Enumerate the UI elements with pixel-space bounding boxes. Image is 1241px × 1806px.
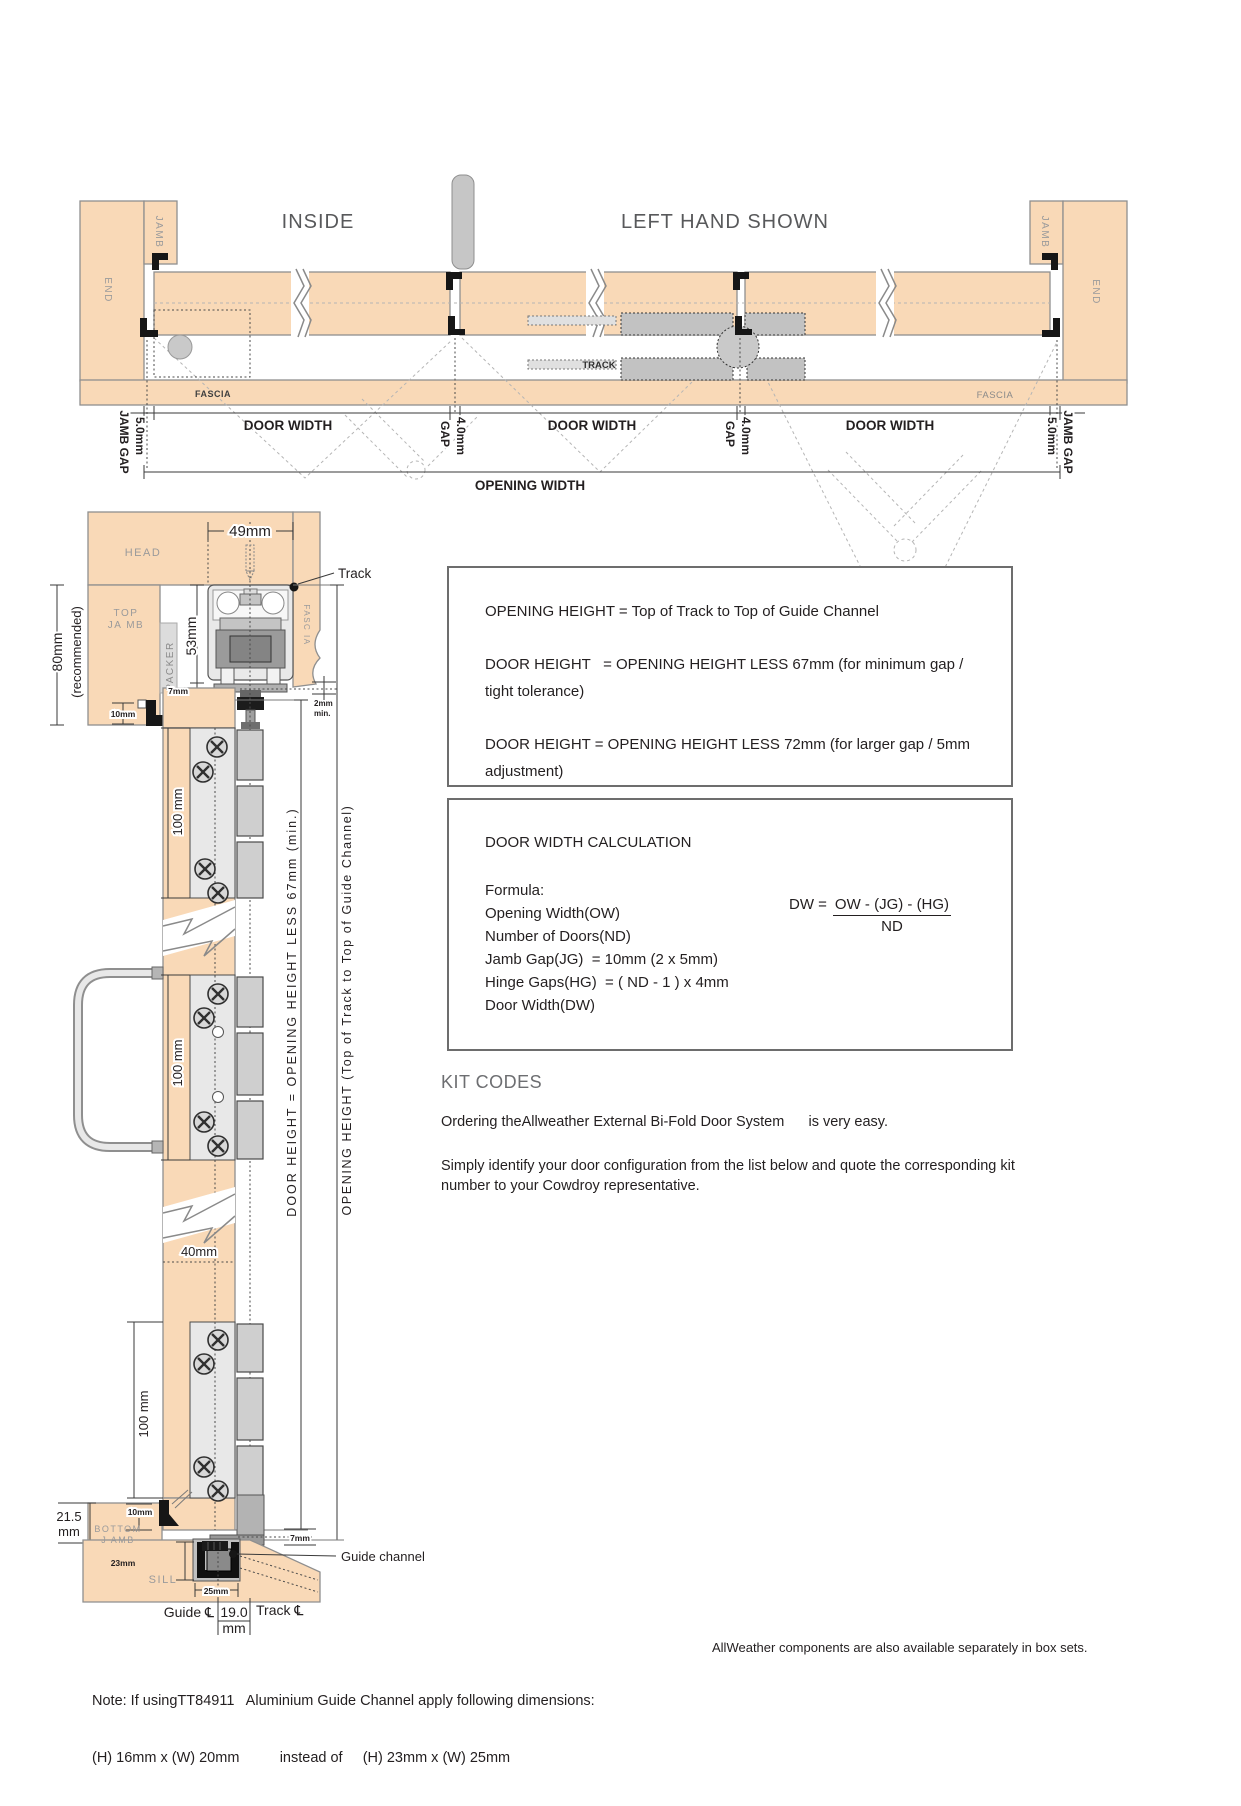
dim-80-rec: (recommended) (69, 606, 84, 698)
gap1-value: 4.0mm (454, 416, 468, 456)
j JambGapValL: 5.0mm (133, 416, 147, 456)
inside-label: INSIDE (281, 211, 355, 233)
door-width-equation (789, 896, 951, 935)
head-label: HEAD (124, 547, 162, 559)
dim-19: 19.0 (220, 1604, 248, 1620)
dim-100-2: 100 mm (170, 1039, 185, 1087)
opening-height-note: OPENING HEIGHT (Top of Track to Top of Guide Channel) (340, 804, 354, 1216)
guide-channel-callout: Guide channel (341, 1549, 425, 1564)
dim-49: 49mm (229, 523, 271, 540)
door-width-calc-box (447, 798, 1013, 1051)
hinge-knuckles (237, 730, 263, 1496)
dim-2min-1: 2mm (314, 699, 333, 708)
dim-7-top: 7mm (168, 686, 188, 696)
fascia-right-label: FASCIA (976, 390, 1014, 401)
end-right-label: END (1090, 279, 1101, 305)
jamb-gap-right-value: 5.0mm (1045, 416, 1059, 456)
gap2-value: 4.0mm (739, 416, 753, 456)
sec-fascia (293, 512, 320, 687)
calc-row-jg: Jamb Gap(JG) = 10mm (2 x 5mm) (485, 951, 718, 968)
jamb-gap-right-label: JAMB GAP (1061, 410, 1075, 474)
jamb-gap-left-label: JAMB GAP (117, 410, 131, 474)
opening-width-label: OPENING WIDTH (474, 478, 586, 493)
dim-21-5-mm: mm (58, 1524, 80, 1539)
dim-80: 80mm (49, 632, 65, 672)
guide-centreline-label: Guide ℄ (163, 1604, 214, 1620)
top-jamb-label-1: TOP (113, 608, 139, 619)
gap2-label: GAP (723, 420, 737, 448)
bottom-jamb-label-2: J AMB (101, 1535, 135, 1545)
kit-para-1: Ordering theAllweather External Bi-Fold Door System is very easy. (441, 1114, 888, 1130)
dim-7-bottom: 7mm (290, 1533, 310, 1543)
dim-2min-2: min. (314, 709, 331, 718)
calc-row-dw: Door Width(DW) (485, 997, 596, 1014)
top-jamb-label-2: JA MB (107, 620, 145, 631)
fascia-left-label: FASCIA (194, 389, 232, 399)
note-line-1: Note: If usingTT84911 Aluminium Guide Channel apply following dimensions: (92, 1693, 595, 1709)
sec-handle (78, 967, 163, 1153)
door-width-1: DOOR WIDTH (243, 418, 333, 433)
calc-row-hg: Hinge Gaps(HG) = ( ND - 1 ) x 4mm (485, 974, 729, 991)
calc-row-nd: Number of Doors(ND) (485, 928, 631, 945)
door-width-3: DOOR WIDTH (845, 418, 935, 433)
section-view (49, 512, 425, 1636)
plan-fold-hardware (528, 313, 805, 380)
box-sets-note: AllWeather components are also available separately in box sets. (712, 1640, 1088, 1655)
door-height-72-line: DOOR HEIGHT = OPENING HEIGHT LESS 72mm (for larger gap / 5mm adjustment) (485, 736, 975, 780)
kit-para-2: Simply identify your door configuration from the list below and quote the corresponding kit number to your Cowdroy representative. (441, 1158, 1019, 1194)
plan-handle (452, 175, 474, 269)
bottom-jamb-label-1: BOTTOM (94, 1524, 142, 1534)
dim-23: 23mm (110, 1558, 136, 1568)
packer-label: PACKER (165, 641, 176, 691)
note-line-2: (H) 16mm x (W) 20mm instead of (H) 23mm x (W) 25mm (92, 1750, 511, 1766)
dim-10-bottom: 10mm (127, 1507, 153, 1517)
sec-guide-channel (193, 1539, 240, 1581)
door-height-67-line: DOOR HEIGHT = OPENING HEIGHT LESS 67mm (for minimum gap / tight tolerance) (485, 656, 968, 700)
dim-100-3: 100 mm (136, 1390, 151, 1438)
track-label: TRACK (582, 360, 616, 371)
track-callout: Track (338, 566, 372, 581)
equation-lhs: DW = (789, 896, 827, 913)
opening-height-box (447, 566, 1013, 787)
opening-height-line: OPENING HEIGHT = Top of Track to Top of Guide Channel (485, 603, 879, 620)
dim-10-top: 10mm (110, 709, 136, 719)
guide-channel-note (92, 1654, 595, 1806)
plan-fascia-strip (80, 380, 1127, 405)
door-width-calc-title: DOOR WIDTH CALCULATION (485, 834, 692, 851)
end-left-label: END (102, 277, 113, 303)
equation-numerator: OW - (JG) - (HG) (833, 896, 951, 916)
dim-21-5: 21.5 (56, 1509, 82, 1524)
jamb-right-label: JAMB (1039, 215, 1050, 249)
kit-codes-heading: KIT CODES (441, 1072, 543, 1092)
track-centreline-label: Track ℄ (256, 1602, 304, 1618)
dim-40: 40mm (180, 1244, 218, 1259)
left-hand-shown-label: LEFT HAND SHOWN (621, 211, 829, 233)
sill-label: SILL (148, 1574, 178, 1586)
door-height-note: DOOR HEIGHT = OPENING HEIGHT LESS 67mm (min.) (285, 807, 299, 1217)
dim-25: 25mm (203, 1586, 229, 1596)
door-width-2: DOOR WIDTH (547, 418, 637, 433)
dim-19-unit: mm (222, 1620, 246, 1636)
fascia-vertical-label: FASC IA (302, 604, 311, 646)
jamb-left-label: JAMB (153, 215, 164, 249)
equation-denominator: ND (881, 918, 903, 935)
dim-100-1: 100 mm (170, 788, 185, 836)
gap1-label: GAP (438, 420, 452, 448)
formula-label: Formula: (485, 882, 545, 899)
dim-53: 53mm (183, 616, 199, 656)
calc-row-ow: Opening Width(OW) (485, 905, 621, 922)
